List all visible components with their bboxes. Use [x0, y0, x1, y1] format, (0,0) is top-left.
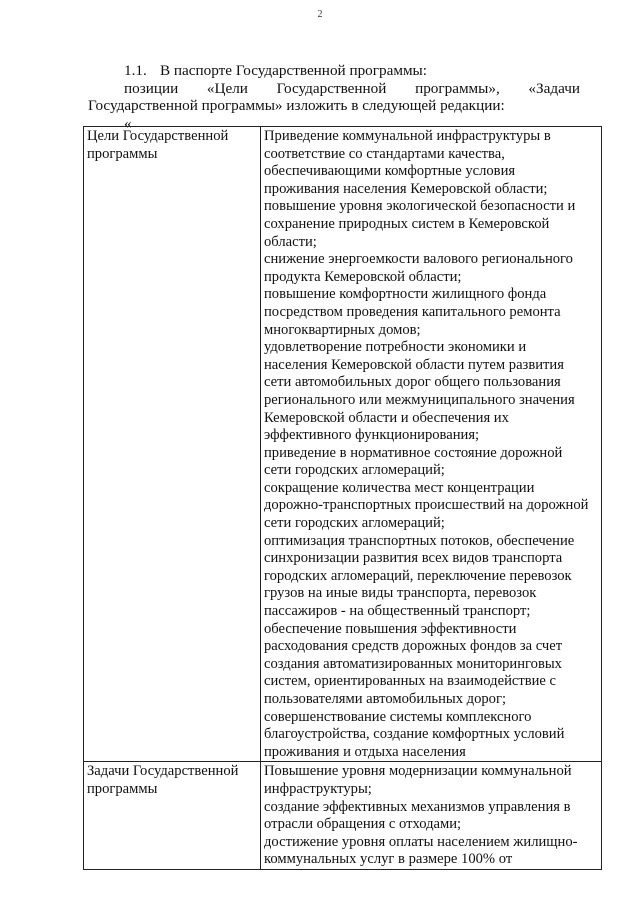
- value-line: отрасли обращения с отходами;: [264, 816, 462, 833]
- value-line: эффективного функционирования;: [264, 427, 480, 444]
- value-line: повышение комфортности жилищного фонда: [264, 286, 547, 303]
- value-line: городских агломераций, переключение перевозок: [264, 567, 572, 584]
- row-label-cell: [84, 127, 261, 762]
- value-line: Повышение уровня модернизации коммунальной: [264, 763, 572, 780]
- row-value-cell: [261, 762, 602, 870]
- value-line: посредством проведения капитального ремонта: [264, 303, 561, 320]
- value-line: сети автомобильных дорог общего пользования: [264, 374, 561, 391]
- item-number: 1.1.: [124, 62, 147, 79]
- passport-table: [83, 126, 602, 870]
- value-line: коммунальных услуг в размере 100% от: [264, 851, 513, 868]
- value-line: области;: [264, 233, 317, 250]
- value-line: проживания и отдыха населения: [264, 743, 466, 760]
- value-line: регионального или межмуниципального значения: [264, 391, 575, 408]
- opening-quote: «: [124, 114, 132, 132]
- value-line: сети городских агломераций;: [264, 515, 445, 532]
- value-line: многоквартирных домов;: [264, 321, 421, 338]
- value-line: повышение уровня экологической безопасности и: [264, 198, 576, 215]
- value-line: приведение в нормативное состояние дорожной: [264, 444, 563, 461]
- value-line: удовлетворение потребности экономики и: [264, 339, 527, 356]
- value-line: сокращение количества мест концентрации: [264, 479, 535, 496]
- label-line: программы: [87, 780, 158, 797]
- value-line: дорожно-транспортных происшествий на дорожной: [264, 497, 589, 514]
- row-label-cell: [84, 762, 261, 870]
- intro-line-1: [88, 62, 580, 80]
- value-line: пользователями автомобильных дорог;: [264, 691, 507, 707]
- value-line: обеспечивающими комфортные условия: [264, 163, 516, 180]
- value-line: Приведение коммунальной инфраструктуры в: [264, 128, 551, 144]
- table-row: [84, 762, 602, 870]
- value-line: синхронизации развития всех видов транспорта: [264, 550, 563, 567]
- value-line: населения Кемеровской области путем развития: [264, 356, 564, 373]
- value-line: создание эффективных механизмов управления в: [264, 798, 571, 815]
- value-line: Кемеровской области и обеспечения их: [264, 409, 509, 426]
- value-line: благоустройства, создание комфортных условий: [264, 726, 565, 743]
- value-line: оптимизация транспортных потоков, обеспечение: [264, 532, 575, 549]
- intro-word: Государственной: [276, 79, 387, 97]
- value-line: обеспечение повышения эффективности: [264, 620, 517, 637]
- row-value-cell: [261, 127, 602, 762]
- label-line: Задачи Государственной: [87, 763, 239, 780]
- value-line: соответствие со стандартами качества,: [264, 145, 505, 162]
- value-line: снижение энергоемкости валового регионального: [264, 251, 573, 268]
- intro-word: позиции: [124, 79, 179, 97]
- intro-line-1-text: В паспорте Государственной программы:: [160, 62, 427, 79]
- page-number: 2: [317, 9, 323, 20]
- value-line: расходования средств дорожных фондов за счет: [264, 638, 563, 655]
- table-row: [84, 127, 602, 762]
- label-line: программы: [87, 145, 158, 162]
- value-line: достижение уровня оплаты населением жилищно-: [264, 833, 578, 850]
- value-line: грузов на иные виды транспорта, перевозок: [264, 585, 537, 602]
- intro-line-3: Государственной программы» изложить в следующей редакции:: [88, 97, 505, 115]
- label-line: Цели Государственной: [87, 128, 229, 144]
- intro-line-2: [88, 80, 580, 98]
- value-line: сохранение природных систем в Кемеровской: [264, 215, 550, 232]
- value-line: создания автоматизированных мониторинговых: [264, 655, 562, 672]
- value-line: совершенствование системы комплексного: [264, 708, 532, 725]
- value-line: продукта Кемеровской области;: [264, 268, 462, 285]
- value-line: систем, ориентированных на взаимодействие с: [264, 673, 557, 690]
- intro-word: программы»,: [415, 79, 500, 97]
- value-line: сети городских агломераций;: [264, 462, 445, 479]
- value-line: пассажиров - на общественный транспорт;: [264, 603, 531, 620]
- intro-paragraph: [88, 62, 580, 132]
- intro-word: «Цели: [206, 79, 248, 97]
- value-line: проживания населения Кемеровской области;: [264, 180, 548, 197]
- value-line: инфраструктуры;: [264, 780, 372, 797]
- intro-word: «Задачи: [528, 79, 580, 97]
